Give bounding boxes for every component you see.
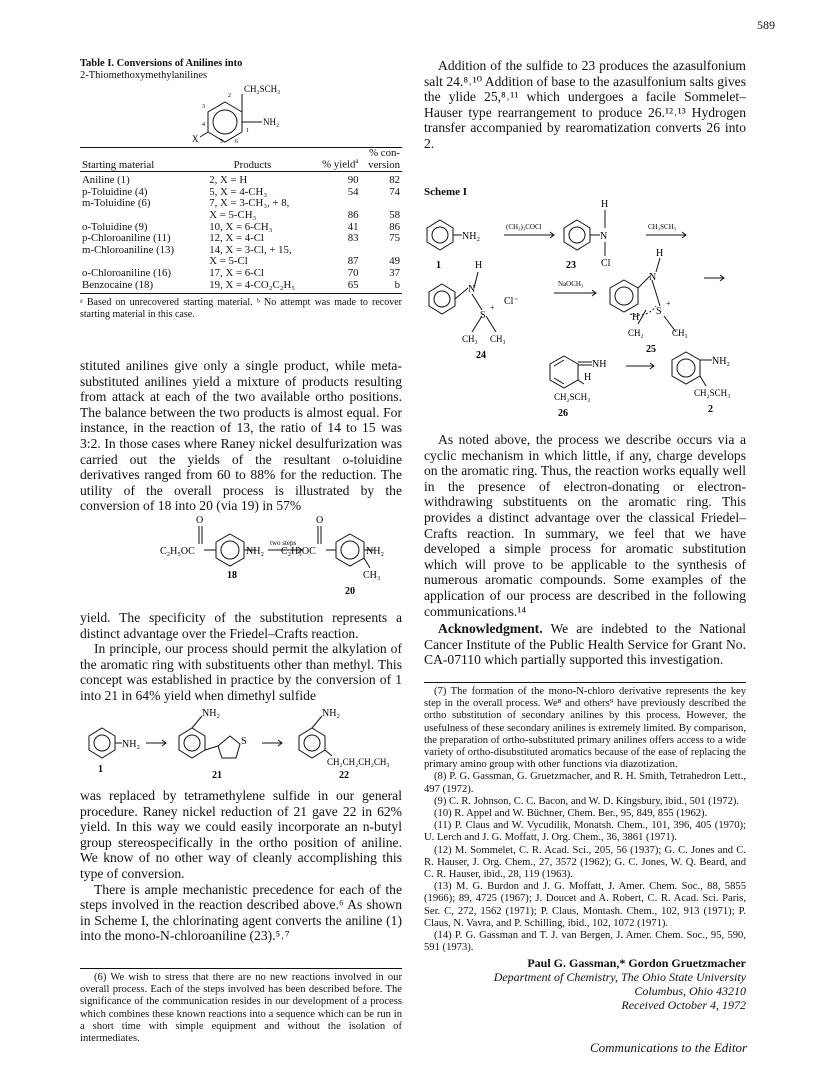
cell-conv: b: [394, 278, 400, 291]
struct-n2: 2: [228, 93, 231, 99]
cell-product: 7, X = 3-CH₃, + 8,: [209, 197, 290, 210]
cell-start: Aniline (1): [82, 174, 130, 187]
section-footer: Communications to the Editor: [590, 1040, 748, 1055]
s-plus-25: +: [666, 299, 671, 308]
cell-conv: 86: [389, 220, 400, 233]
s-label-23: 23: [566, 260, 576, 271]
two-steps-label: two steps: [270, 539, 297, 547]
table-row: [80, 280, 402, 292]
table-structure: [180, 82, 300, 144]
cell-conv: 58: [389, 208, 400, 221]
cell-product: 17, X = 6-Cl: [209, 266, 264, 279]
s-nh2-2: NH₂: [712, 356, 730, 367]
s-ch2sch3-2: CH₂SCH₃: [694, 388, 731, 398]
left-para-3: was replaced by tetramethylene sulfide in our general procedure. Raney nickel reduction of 21 gave 22 in 62% yield. In this way we could easily incorporate an n-butyl group stereospecifically in the ortho position of aniline. We know of no other way of cleanly accomplishing this type of conversion. There is ample mechanistic precedence for each of the steps involved in the reaction described above.⁶ As shown in Scheme I, the chlorinating agent converts the aniline (1) into the mono-N-chloroaniline (23).⁵˒⁷: [80, 788, 402, 944]
cell-start: p-Toluidine (4): [82, 185, 148, 198]
cell-yield: 54: [347, 185, 359, 198]
cell-start: [80, 210, 191, 222]
conversion-table: [80, 147, 402, 320]
cell-conv: 37: [389, 266, 400, 279]
o-18: O: [196, 515, 204, 526]
struct-n6: 6: [235, 139, 238, 144]
table-row: [80, 268, 402, 280]
cell-conv: 82: [389, 174, 400, 187]
struct-n3: 3: [202, 104, 205, 110]
reference-item: (13) M. G. Burdon and J. G. Moffatt, J. Amer. Chem. Soc., 88, 5855 (1966); 89, 4725 (1967); J. Doucet and A. Robert, C. R. Acad. Sci. Paris, Ser. C, 272, 1562 (1971); P. Claus, Montash. Chem., 102, 913 (1971); P. Claus, N. Vavra, and P. Schilling, ibid., 102, 1072 (1971).: [424, 881, 746, 929]
s-clminus-24: Cl⁻: [504, 296, 519, 307]
s-ch3-25: CH₃: [672, 328, 688, 338]
s-label-25: 25: [646, 344, 656, 355]
label-21: 21: [212, 770, 222, 781]
table-footnote: ᵃ Based on unrecovered starting material. ᵇ No attempt was made to recover starting material in this case.: [80, 293, 402, 320]
reagent-dms: CH₃SCH₃: [648, 223, 677, 231]
s-h2-25: H: [632, 312, 640, 323]
cell-product: 5, X = 4-CH₃: [209, 185, 268, 198]
cell-start: Benzocaine (18): [82, 278, 154, 291]
table-row: [80, 172, 402, 187]
footnote-6: (6) We wish to stress that there are no new reactions involved in our overall process. Each of the steps involved has been described before. The significance of the communication resides in our development of a process which combines these known reactions into a sequence which can be run in a short time with simple equipment and without the isolation of intermediates.: [80, 972, 402, 1045]
cell-start: m-Toluidine (6): [82, 197, 151, 210]
label-20: 20: [345, 586, 355, 597]
table-row: [80, 233, 402, 245]
page-number: 589: [757, 18, 775, 32]
ester-18: C₂H₅OC: [160, 546, 195, 557]
cell-start: m-Chloroaniline (13): [82, 243, 175, 256]
nh2-1: NH₂: [122, 739, 140, 750]
s-h-26: H: [584, 372, 592, 383]
cell-yield: 65: [347, 278, 359, 291]
struct-ch2sch3: CH₂SCH₃: [244, 84, 281, 94]
cell-yield: 83: [347, 232, 359, 245]
department: Department of Chemistry, The Ohio State University: [493, 970, 746, 984]
reference-item: (12) M. Sommelet, C. R. Acad. Sci., 205, 56 (1937); G. C. Jones and C. R. Hauser, J. Org. Chem., 27, 3572 (1962); G. C. Jones, W. Q. Beard, and C. R. Hauser, ibid., 28, 119 (1963).: [424, 844, 746, 881]
right-para-2: As noted above, the process we describe occurs via a cyclic mechanism in which little, if any, charge develops on the aromatic ring. Thus, the reaction works equally well in the presence of electron-donating or electron-withdrawing substituents on the aromatic ring. This provides a distinct advantage over the classical Friedel–Crafts reaction. In summary, we feel that we have developed a simple process for aromatic substitution which will prove to be applicable to the synthesis of numerous aromatic compounds. Some examples of the application of our process are described in the following communications.¹⁴ Acknowledgment. We are indebted to the National Cancer Institute of the Public Health Service for Grant No. CA-07110 which partially supported this investigation.: [424, 432, 746, 668]
cell-conv: 74: [389, 185, 400, 198]
struct-nh2: NH₂: [263, 117, 280, 127]
th-yield: % yield$^a$: [322, 157, 359, 171]
o-20: O: [316, 515, 324, 526]
s-ch2-25: CH₂: [628, 328, 644, 338]
s-ch3b-24: CH₃: [490, 334, 506, 344]
reagent-tbuocl: (CH₃)₃COCl: [506, 223, 542, 231]
th-start: Starting material: [82, 158, 155, 171]
table-row: [80, 210, 402, 222]
acknowledgment: Acknowledgment. We are indebted to the National Cancer Institute of the Public Health Service for Grant No. CA-07110 which partially supported this investigation.: [424, 621, 746, 668]
table-title-line2: 2-Thiomethoxymethylanilines: [80, 70, 208, 81]
scheme-18-to-20: [80, 512, 402, 598]
city: Columbus, Ohio 43210: [634, 984, 746, 998]
reference-item: (14) P. G. Gassman and T. J. van Bergen, J. Amer. Chem. Soc., 95, 590, 591 (1973).: [424, 930, 746, 954]
reference-item: (11) P. Claus and W. Vycudilik, Monatsh. Chem., 101, 396, 405 (1970); U. Lerch and J. G. Moffatt, J. Org. Chem., 36, 3861 (1971).: [424, 820, 746, 844]
cell-product: X = 5-CH₃: [209, 208, 257, 221]
cell-start: o-Toluidine (9): [82, 220, 148, 233]
s-cl-23: Cl: [601, 258, 611, 269]
reference-item: (9) C. R. Johnson, C. C. Bacon, and W. D. Kingsbury, ibid., 501 (1972).: [434, 795, 740, 807]
butyl-chain: CH₂CH₂CH₂CH₃: [327, 757, 390, 767]
th-products: Products: [233, 158, 272, 171]
signature: [424, 956, 746, 1012]
s-h-25: H: [656, 248, 664, 259]
cell-yield: 70: [347, 266, 359, 279]
received-date: Received October 4, 1972: [621, 998, 746, 1012]
right-para-1: Addition of the sulfide to 23 produces the azasulfonium salt 24.⁸˒¹⁰ Addition of base to the azasulfonium salts gives the ylide 25,⁸˒¹¹ which undergoes a facile Sommelet–Hauser type rearrangement to produce 26.¹²˒¹³ Hydrogen transfer accompanied by rearomatization converts 26 into 2.: [424, 58, 746, 151]
s-h-23: H: [601, 199, 609, 210]
cell-yield: 90: [347, 174, 359, 187]
cell-product: 12, X = 4-Cl: [209, 232, 264, 245]
s-label-24: 24: [476, 350, 486, 361]
table-title: [80, 58, 242, 82]
nh2-22: NH₂: [322, 708, 340, 719]
left-para-2: yield. The specificity of the substitution represents a distinct advantage over the Friedel–Crafts reaction. In principle, our process should permit the alkylation of the aromatic ring with substituents other than methyl. This concept was established in practice by the conversion of 1 into 21 in 64% yield when dimethyl sulfide: [80, 610, 402, 703]
s-n-25: N: [649, 272, 657, 283]
nh2-18: NH₂: [246, 546, 264, 557]
struct-n5: 5: [220, 139, 223, 144]
cell-conv: 75: [389, 232, 400, 245]
s-s-25: S: [656, 306, 662, 317]
th-conversion: % con- version: [368, 147, 400, 171]
cell-product: 2, X = H: [209, 174, 248, 187]
scheme-1-to-22: [80, 706, 402, 784]
label-1: 1: [98, 764, 103, 775]
s-nh-26: NH: [592, 359, 607, 370]
s-label-26: 26: [558, 408, 568, 419]
s-s-24: S: [480, 310, 486, 321]
s-ch3a-24: CH₃: [462, 334, 478, 344]
cell-start: p-Chloroaniline (11): [82, 232, 171, 245]
cell-yield: 86: [347, 208, 359, 221]
table-title-line1: Table I. Conversions of Anilines into: [80, 58, 243, 69]
cell-product: 14, X = 3-Cl, + 15,: [209, 243, 292, 256]
reference-item: (10) R. Appel and W. Büchner, Chem. Ber., 95, 849, 855 (1962).: [434, 808, 708, 820]
s-ch2sch3-26: CH₂SCH₃: [554, 392, 591, 402]
reagent-naoch3: NaOCH₃: [558, 280, 584, 288]
ester-20: C₂H₅OC: [281, 546, 316, 557]
left-para-1: stituted anilines give only a single product, while meta-substituted anilines yield a mixture of products resulting from attack at each of the two available ortho positions. The balance between the two products is almost equal. For instance, in the reaction of 13, the ratio of 14 to 15 was 3:2. In those cases where Raney nickel desulfurization was carried out the yields of the resultant o-toluidine derivatives ranged from 60 to 88% for the reduction. The utility of the overall process is illustrated by the conversion of 18 into 20 (via 19) in 57%: [80, 358, 402, 514]
scheme-I: [424, 196, 746, 426]
s-plus-24: +: [490, 303, 495, 312]
s-n-24: N: [468, 284, 476, 295]
table-header: [80, 148, 402, 172]
cell-yield: 87: [347, 255, 359, 268]
nh2-21: NH₂: [202, 708, 220, 719]
cell-start: o-Chloroaniline (16): [82, 266, 172, 279]
reference-item: (8) P. G. Gassman, G. Gruetzmacher, and R. H. Smith, Tetrahedron Lett., 497 (1972).: [424, 771, 746, 795]
s-label-1: 1: [436, 260, 441, 271]
cell-yield: 41: [347, 220, 359, 233]
s-nh2-1: NH₂: [462, 231, 480, 242]
struct-x: X: [192, 134, 199, 144]
label-22: 22: [339, 770, 349, 781]
label-18: 18: [227, 570, 237, 581]
authors: Paul G. Gassman,* Gordon Gruetzmacher: [527, 956, 746, 970]
cell-product: 10, X = 6-CH₃: [209, 220, 273, 233]
cell-product: 19, X = 4-CO₂C₂H₅: [209, 278, 296, 291]
ch3-20: CH₃: [363, 570, 381, 581]
references: [424, 686, 746, 954]
struct-n4: 4: [202, 122, 205, 128]
struct-n1: 1: [246, 128, 249, 134]
cell-product: X = 5-Cl: [209, 255, 248, 268]
nh2-20: NH₂: [366, 546, 384, 557]
reference-item: (7) The formation of the mono-N-chloro derivative represents the key step in the overall process. We⁸ and others⁹ have previously described the ortho substitution of secondary anilines by this process. However, the usefulness of these secondary anilines is extremely limited. By comparison, the preparation of ortho-substituted primary anilines offers access to a wide variety of ortho-disubstituted aromatics because of the ease of replacing the primary amino group with other functions via diazotization.: [424, 686, 746, 771]
s-label-2: 2: [708, 404, 713, 415]
s-h-24: H: [475, 260, 483, 271]
s-n-23: N: [600, 231, 608, 242]
scheme-title: Scheme I: [424, 186, 468, 198]
cell-conv: 49: [389, 255, 400, 268]
s-21: S: [241, 736, 247, 747]
